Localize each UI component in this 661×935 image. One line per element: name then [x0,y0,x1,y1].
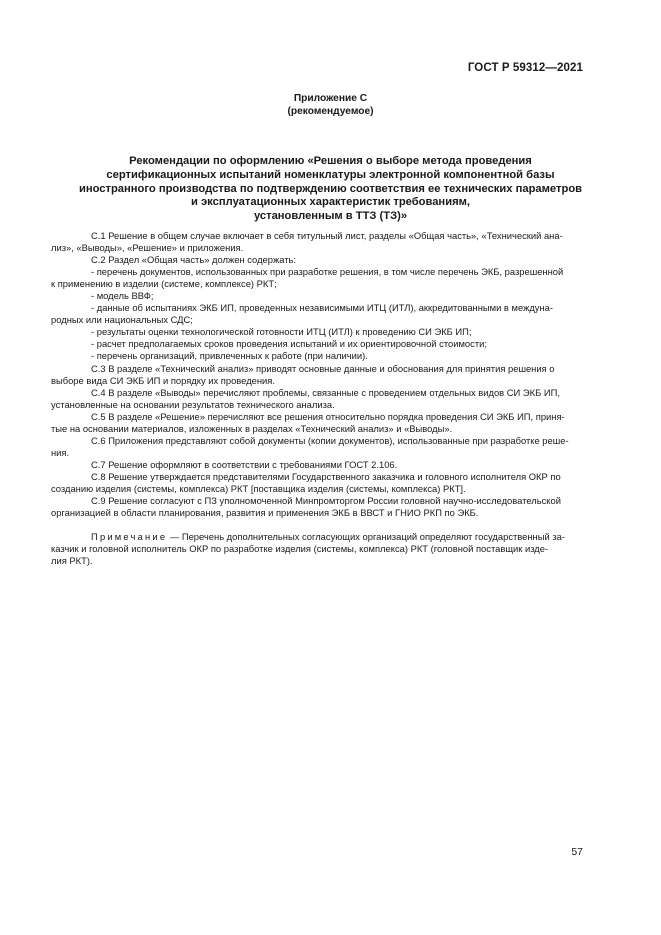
title-line: сертификационных испытаний номенклатуры электронной компонентной базы [106,168,555,181]
page-number: 57 [571,846,583,858]
appendix-status: (рекомендуемое) [287,106,374,117]
text-line: С.6 Приложения представляют собой документы (копии документов), использованные при разработке реше- [91,434,569,446]
text-line: - перечень документов, использованных при разработке решения, в том числе перечень ЭКБ, разрешенной [91,266,564,278]
text-line: - результаты оценки технологической готовности ИТЦ (ИТЛ) к проведению СИ ЭКБ ИП; [91,326,472,338]
title-line: Рекомендации по оформлению «Решения о выборе метода проведения [129,155,532,167]
text-line: выборе вида СИ ЭКБ ИП и порядку их проведения. [51,374,275,386]
list-item-readiness [71,326,585,338]
paragraph-c4 [51,386,585,411]
paragraph-c7 [71,459,585,471]
title-line: иностранного производства по подтверждению соответствия ее технических параметров [78,182,583,195]
list-item-estimate [71,338,585,350]
paragraph-c8 [51,470,585,495]
appendix-name: Приложение С [293,93,368,104]
text-line: родных или национальных СДС; [51,314,193,326]
paragraph-c5 [51,410,585,435]
note-line: лия РКТ). [51,555,93,567]
text-line: С.2 Раздел «Общая часть» должен содержать: [91,254,297,266]
paragraph-c2 [71,254,585,266]
paragraph-c3 [51,362,585,387]
text-line: лиз», «Выводы», «Решение» и приложения. [51,242,244,254]
title-line: установленным в ТТЗ (ТЗ)» [253,210,408,223]
note-label: Примечание [91,531,168,543]
text-line: С.3 В разделе «Технический анализ» приводят основные данные и обоснования для принятия решения о [91,362,555,374]
text-line: С.1 Решение в общем случае включает в себя титульный лист, разделы «Общая часть», «Технический ана- [91,230,563,241]
text-line: С.8 Решение утверждается представителями Государственного заказчика и головного исполнителя ОКР по [91,470,561,482]
list-item-model [71,290,585,302]
text-line: установленные на основании результатов технического анализа. [51,398,335,410]
standard-number: ГОСТ Р 59312—2021 [467,62,583,74]
text-line: С.7 Решение оформляют в соответствии с требованиями ГОСТ 2.106. [91,458,398,470]
paragraph-c9 [51,495,585,519]
text-line: тые на основании материалов, изложенных в разделах «Технический анализ» и «Выводы». [51,422,453,434]
text-line: С.9 Решение согласуют с ПЗ уполномоченной Минпромторгом России головной научно-исследовательской [91,495,561,507]
paragraph-c1 [51,230,585,254]
title-line: и эксплуатационных характеристик требованиям, [191,196,470,209]
document-body [51,230,585,567]
paragraph-c6 [51,434,585,459]
text-line: организацией в области планирования, развития и применения ЭКБ в ВВСТ и ГНИО РКП по ЭКБ. [51,507,479,519]
text-line: созданию изделия (системы, комплекса) РКТ [поставщика изделия (системы, комплекса) РКТ]. [51,482,466,494]
text-line: ния. [51,446,70,458]
text-line: к применению в изделии (системе, комплексе) РКТ; [51,278,277,290]
appendix-heading [0,92,661,118]
text-line: - модель ВВФ; [91,290,154,302]
note-text: — Перечень дополнительных согласующих организаций определяют государственный за- [167,531,565,543]
text-line: - расчет предполагаемых сроков проведения испытаний и их ориентировочной стоимости; [91,338,487,350]
list-item-test-data [51,302,585,326]
note-line: казчик и головной исполнитель ОКР по разработке изделия (системы, комплекса) РКТ (головной поставщик изде- [51,543,549,555]
note-first-line [71,531,585,543]
list-item-documents [51,266,585,290]
text-line: С.4 В разделе «Выводы» перечисляют проблемы, связанные с проведением отдельных видов СИ ЭКБ ИП, [91,386,560,398]
text-line: С.5 В разделе «Решение» перечисляют все решения относительно порядка проведения СИ ЭКБ ИП, приня- [91,410,565,422]
document-title [60,155,601,224]
text-line: - данные об испытаниях ЭКБ ИП, проведенных независимыми ИТЦ (ИТЛ), аккредитованными в междуна- [91,302,554,314]
note [51,531,585,567]
text-line: - перечень организаций, привлеченных к работе (при наличии). [91,350,368,362]
list-item-organizations [71,350,585,362]
